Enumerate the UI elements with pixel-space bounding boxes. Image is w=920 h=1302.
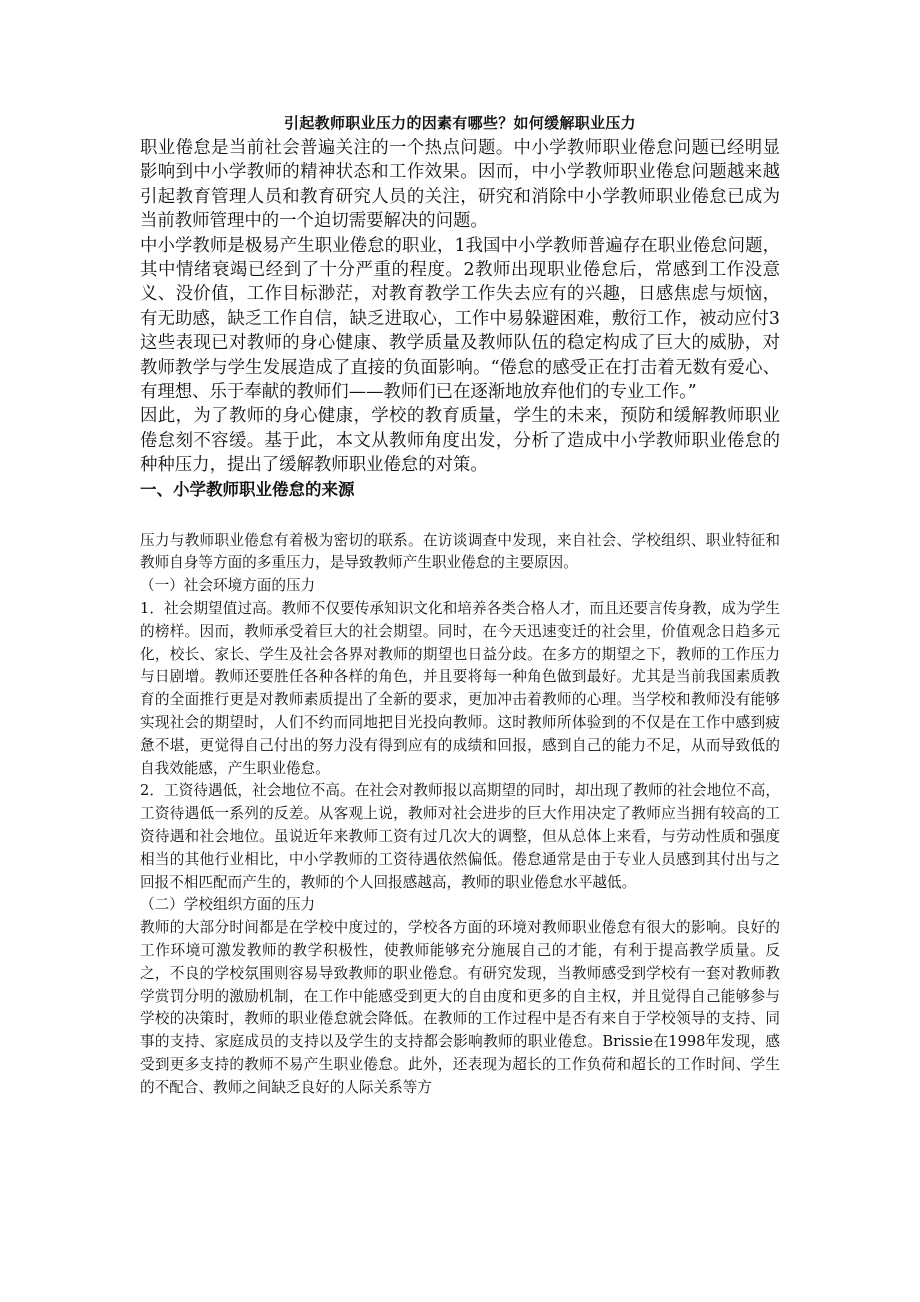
intro-paragraph-1: 职业倦怠是当前社会普遍关注的一个热点问题。中小学教师职业倦怠问题已经明显影响到中小学教师的精神状态和工作效果。因而，中小学教师职业倦怠问题越来越引起教育管理人员和教育研究人员的关注，研究和消除中小学教师职业倦怠已成为当前教师管理中的一个迫切需要解决的问题。 — [140, 138, 780, 232]
document-title: 引起教师职业压力的因素有哪些？如何缓解职业压力 — [284, 114, 636, 132]
section1-paragraph-3: 2．工资待遇低，社会地位不高。在社会对教师报以高期望的同时，却出现了教师的社会地位不高，工资待遇低一系列的反差。从客观上说，教师对社会进步的巨大作用决定了教师应当拥有较高的工资待遇和社会地位。虽说近年来教师工资有过几次大的调整，但从总体上来看，与劳动性质和强度相当的其他行业相比，中小学教师的工资待遇依然偏低。倦怠通常是由于专业人员感到其付出与之回报不相匹配而产生的，教师的个人回报感越高，教师的职业倦怠水平越低。 — [140, 782, 780, 891]
intro-paragraph-3: 因此，为了教师的身心健康，学校的教育质量，学生的未来，预防和缓解教师职业倦怠刻不容缓。基于此，本文从教师角度出发，分析了造成中小学教师职业倦怠的种种压力，提出了缓解教师职业倦怠的对策。 — [140, 406, 780, 476]
subsection-heading-school: （二）学校组织方面的压力 — [140, 896, 316, 914]
section1-paragraph-2: 1．社会期望值过高。教师不仅要传承知识文化和培养各类合格人才，而且还要言传身教，成为学生的榜样。因而，教师承受着巨大的社会期望。同时，在今天迅速变迁的社会里，价值观念日趋多元化，校长、家长、学生及社会各界对教师的期望也日益分歧。在多方的期望之下，教师的工作压力与日剧增。教师还要胜任各种各样的角色，并且要将每一种角色做到最好。尤其是当前我国素质教育的全面推行更是对教师素质提出了全新的要求，更加冲击着教师的心理。当学校和教师没有能够实现社会的期望时，人们不约而同地把目光投向教师。这时教师所体验到的不仅是在工作中感到疲惫不堪，更觉得自己付出的努力没有得到应有的成绩和回报，感到自己的能力不足，从而导致低的自我效能感，产生职业倦怠。 — [140, 600, 780, 777]
section1-paragraph-4: 教师的大部分时间都是在学校中度过的，学校各方面的环境对教师职业倦怠有很大的影响。良好的工作环境可激发教师的教学积极性，使教师能够充分施展自己的才能，有利于提高教学质量。反之，不良的学校氛围则容易导致教师的职业倦怠。有研究发现，当教师感受到学校有一套对教师教学赏罚分明的激励机制，在工作中能感受到更大的自由度和更多的自主权，并且觉得自己能够参与学校的决策时，教师的职业倦怠就会降低。在教师的工作过程中是否有来自于学校领导的支持、同事的支持、家庭成员的支持以及学生的支持都会影响教师的职业倦怠。Brissie在1998年发现，感受到更多支持的教师不易产生职业倦怠。此外，还表现为超长的工作负荷和超长的工作时间、学生的不配合、教师之间缺乏良好的人际关系等方 — [140, 919, 780, 1096]
section1-paragraph-1: 压力与教师职业倦怠有着极为密切的联系。在访谈调查中发现，来自社会、学校组织、职业特征和教师自身等方面的多重压力，是导致教师产生职业倦怠的主要原因。 — [140, 531, 780, 572]
subsection-heading-social: （一）社会环境方面的压力 — [140, 577, 316, 595]
section-heading-1: 一、小学教师职业倦怠的来源 — [140, 479, 355, 499]
intro-paragraph-2: 中小学教师是极易产生职业倦怠的职业，1我国中小学教师普遍存在职业倦怠问题，其中情绪衰竭已经到了十分严重的程度。2教师出现职业倦怠后，常感到工作没意义、没价值，工作目标渺茫，对教育教学工作失去应有的兴趣，日感焦虑与烦恼，有无助感，缺乏工作自信，缺乏进取心，工作中易躲避困难，敷衍工作，被动应付3这些表现已对教师的身心健康、教学质量及教师队伍的稳定构成了巨大的威胁，对教师教学与学生发展造成了直接的负面影响。“倦怠的感受正在打击着无数有爱心、有理想、乐于奉献的教师们——教师们已在逐渐地放弃他们的专业工作。” — [140, 235, 780, 403]
document-page — [140, 112, 780, 1100]
